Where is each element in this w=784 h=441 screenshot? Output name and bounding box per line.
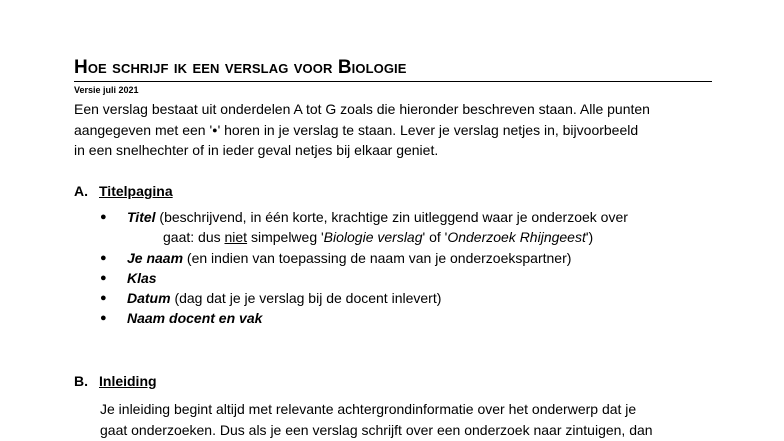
intro-line — [74, 120, 714, 141]
intro-line: Een verslag bestaat uit onderdelen A tot G zoals die hieronder beschreven staan. Alle punten — [74, 101, 650, 117]
intro-line: in een snelhechter of in ieder geval netjes bij elkaar geniet. — [74, 142, 439, 158]
section-letter: A. — [74, 183, 88, 199]
section-heading-a — [74, 182, 173, 200]
item-term: Titel — [127, 209, 156, 225]
list-item — [100, 268, 720, 288]
section-name: Titelpagina — [99, 183, 173, 199]
bullet-icon: ● — [100, 251, 107, 264]
document-title: Hoe schrijf ik een verslag voor Biologie — [74, 57, 712, 82]
bullet-icon: ● — [100, 312, 107, 325]
item-text: (beschrijvend, in één korte, krachtige zin uitleggend waar je onderzoek over — [155, 209, 628, 225]
bullet-icon: ● — [212, 124, 218, 135]
intro-paragraph — [74, 99, 714, 161]
titlepage-list — [100, 207, 720, 329]
list-item — [100, 248, 720, 268]
item-term: Klas — [127, 269, 157, 286]
inleiding-paragraph — [100, 399, 720, 441]
item-text: (dag dat je je verslag bij de docent inlevert) — [170, 290, 442, 307]
bullet-icon: ● — [100, 292, 107, 305]
item-text: ') — [585, 229, 594, 246]
example-title: Biologie verslag — [323, 229, 423, 246]
item-term: Je naam — [127, 249, 184, 266]
item-text: simpelweg ' — [247, 229, 324, 246]
item-text: gaat: dus — [163, 229, 225, 246]
item-term: Datum — [127, 290, 171, 307]
intro-text: aangegeven met een ' — [74, 121, 213, 138]
underlined-word: niet — [224, 229, 248, 246]
paragraph-line: gaat onderzoeken. Dus als je een verslag schrijft over een onderzoek naar zintuigen, dan — [100, 422, 653, 438]
example-title: Onderzoek Rhijngeest — [447, 229, 586, 246]
version-label: Versie juli 2021 — [74, 85, 139, 95]
item-term: Naam docent en vak — [127, 310, 263, 327]
section-name: Inleiding — [99, 373, 157, 389]
list-item — [100, 308, 720, 328]
paragraph-line: Je inleiding begint altijd met relevante achtergrondinformatie over het onderwerp dat je — [100, 401, 637, 417]
list-item — [100, 207, 720, 248]
bullet-icon: ● — [100, 271, 107, 284]
list-item — [100, 288, 720, 308]
section-letter: B. — [74, 373, 88, 389]
section-heading-b — [74, 372, 157, 390]
bullet-icon: ● — [100, 211, 107, 223]
item-text: ' of ' — [422, 229, 448, 246]
intro-text: ' horen in je verslag te staan. Lever je verslag netjes in, bijvoorbeeld — [217, 121, 639, 138]
item-text: (en indien van toepassing de naam van je onderzoekspartner) — [183, 249, 572, 266]
item-continuation — [127, 227, 720, 247]
